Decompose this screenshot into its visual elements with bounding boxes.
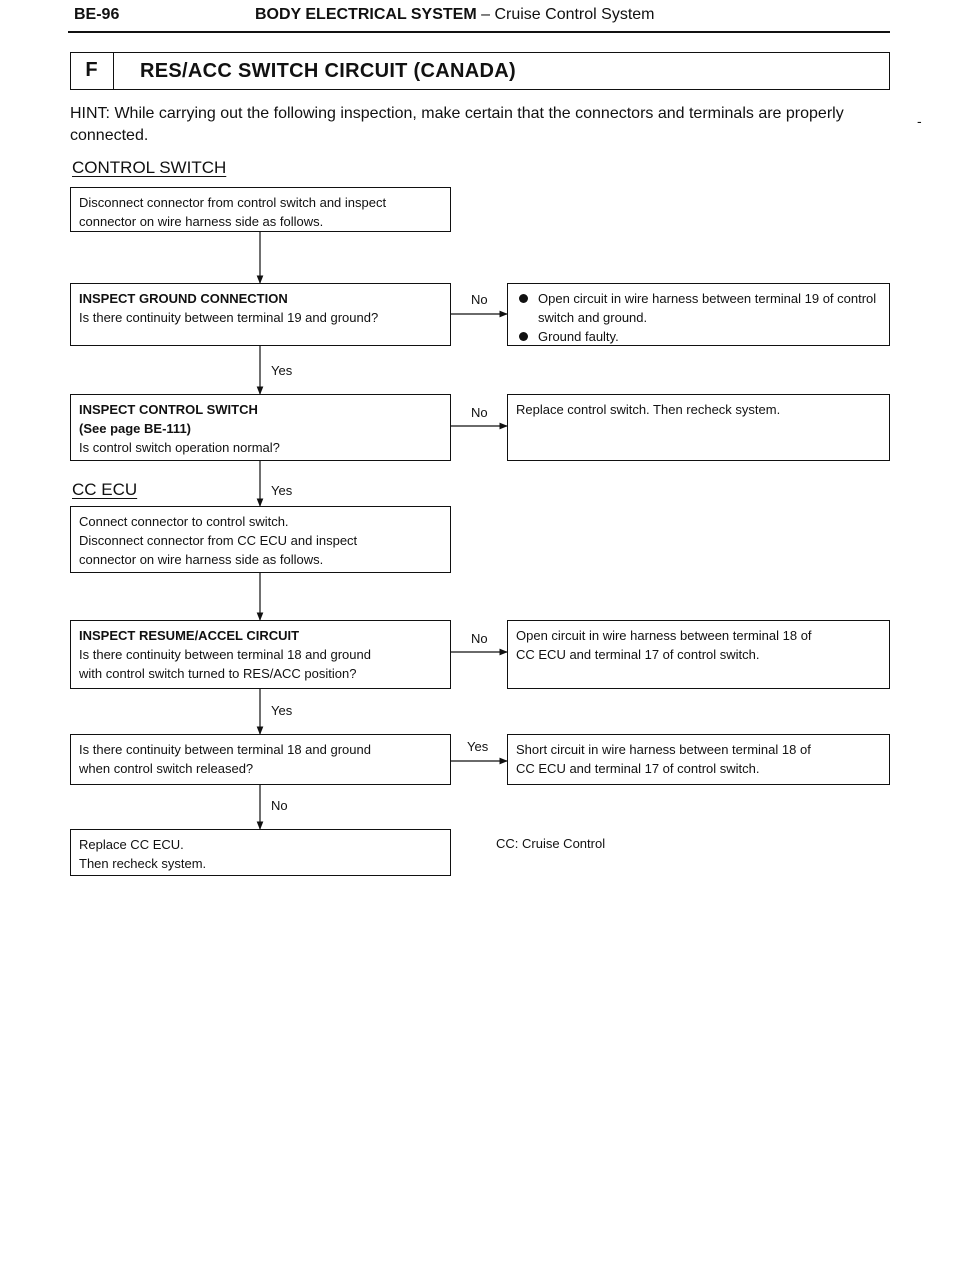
box-title: INSPECT GROUND CONNECTION <box>79 291 288 306</box>
box-line: CC ECU and terminal 17 of control switch. <box>516 647 760 662</box>
bullet-icon <box>519 294 528 303</box>
box-title: INSPECT RESUME/ACCEL CIRCUIT <box>79 628 300 643</box>
header-separator: – <box>476 6 495 23</box>
box-line: Replace CC ECU. <box>79 837 184 852</box>
box-page-ref: (See page BE-111) <box>79 421 191 436</box>
box-line: Disconnect connector from CC ECU and inspect <box>79 533 358 548</box>
inspect-control-switch-box <box>70 394 451 461</box>
release-no-label: No <box>271 798 288 813</box>
release-result-box <box>507 734 890 785</box>
box-line: connector on wire harness side as follows. <box>79 214 324 229</box>
section-title: RES/ACC SWITCH CIRCUIT (CANADA) <box>140 60 516 82</box>
box-line: CC ECU and terminal 17 of control switch. <box>516 761 760 776</box>
bullet-icon <box>519 332 528 341</box>
result-text: Open circuit in wire harness between terminal 19 of control switch and ground. <box>538 291 877 325</box>
resume-no-label: No <box>471 631 488 646</box>
result-text: Ground faulty. <box>538 329 619 344</box>
box-line: Short circuit in wire harness between terminal 18 of <box>516 742 811 757</box>
resume-result-box <box>507 620 890 689</box>
hint-text: HINT: While carrying out the following inspection, make certain that the connectors and terminals are properly connected. <box>70 105 844 144</box>
disconnect-control-switch-box <box>70 187 451 232</box>
box-question: Is there continuity between terminal 19 and ground? <box>79 310 379 325</box>
cc-ecu-heading: CC ECU <box>72 480 138 499</box>
box-line: Replace control switch. Then recheck system. <box>516 402 781 417</box>
release-continuity-box <box>70 734 451 785</box>
header-subsystem: Cruise Control System <box>494 6 655 23</box>
switch-no-label: No <box>471 405 488 420</box>
box-line: Is there continuity between terminal 18 and ground <box>79 742 371 757</box>
box-question: with control switch turned to RES/ACC position? <box>79 666 357 681</box>
inspect-ground-connection-box <box>70 283 451 346</box>
box-question: Is there continuity between terminal 18 and ground <box>79 647 371 662</box>
box-line: connector on wire harness side as follows. <box>79 552 324 567</box>
result-item <box>516 327 881 346</box>
resume-yes-label: Yes <box>271 703 293 718</box>
ground-result-box <box>507 283 890 346</box>
box-line: Open circuit in wire harness between terminal 18 of <box>516 628 812 643</box>
box-line: when control switch released? <box>79 761 254 776</box>
abbreviation-note: CC: Cruise Control <box>496 836 606 851</box>
connect-cc-ecu-box <box>70 506 451 573</box>
box-line: Then recheck system. <box>79 856 207 871</box>
control-switch-heading: CONTROL SWITCH <box>72 158 227 177</box>
box-line: Connect connector to control switch. <box>79 514 289 529</box>
switch-result-box <box>507 394 890 461</box>
switch-yes-label: Yes <box>271 483 293 498</box>
page-number: BE-96 <box>74 6 120 23</box>
section-letter: F <box>70 52 114 90</box>
inspect-resume-accel-box <box>70 620 451 689</box>
box-question: Is control switch operation normal? <box>79 440 280 455</box>
box-title: INSPECT CONTROL SWITCH <box>79 402 258 417</box>
result-item <box>516 289 881 327</box>
release-yes-label: Yes <box>467 739 489 754</box>
box-line: Disconnect connector from control switch and inspect <box>79 195 387 210</box>
header-system: BODY ELECTRICAL SYSTEM <box>255 6 477 23</box>
stray-mark: - <box>917 113 922 129</box>
ground-yes-label: Yes <box>271 363 293 378</box>
ground-no-label: No <box>471 292 488 307</box>
replace-cc-ecu-box <box>70 829 451 876</box>
